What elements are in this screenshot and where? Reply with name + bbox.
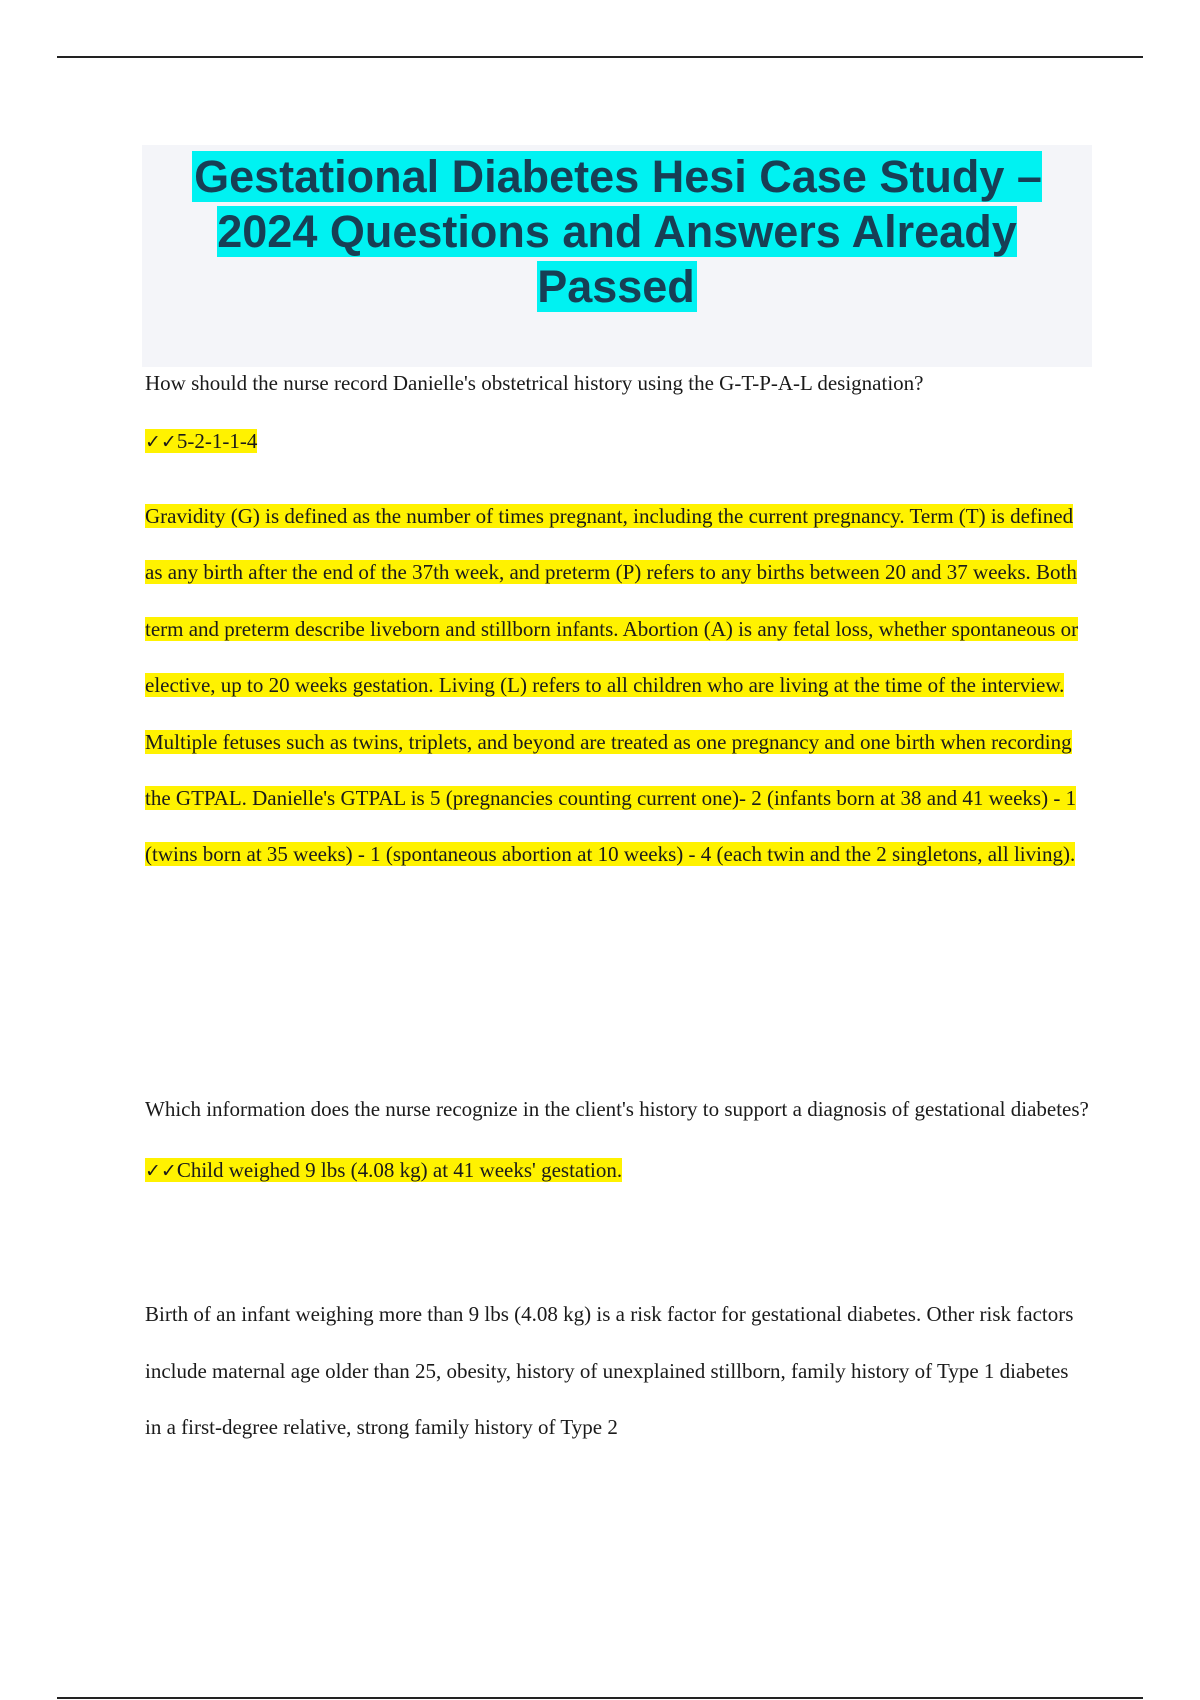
question-2-text: Which information does the nurse recognize in the client's history to support a diagnosis of gestational diabetes? xyxy=(145,1097,1089,1121)
explanation-1-text: Gravidity (G) is defined as the number of times pregnant, including the current pregnancy. Term (T) is defined as any birth after the end of the 37th week, and preterm (P) refers to any births between 20 and 37 weeks. Both term and preterm describe liveborn and stillborn infants. Abortion (A) is any fetal loss, whether spontaneous or elective, up to 20 weeks gestation. Living (L) refers to all children who are living at the time of the interview. Multiple fetuses such as twins, triplets, and beyond are treated as one pregnancy and one birth when recording the GTPAL. Danielle's GTPAL is 5 (pregnancies counting current one)- 2 (infants born at 38 and 41 weeks) - 1 (twins born at 35 weeks) - 1 (spontaneous abortion at 10 weeks) - 4 (each twin and the 2 singletons, all living). xyxy=(145,504,1079,867)
check-mark-icon: ✓✓ xyxy=(145,431,177,453)
question-1: How should the nurse record Danielle's obstetrical history using the G-T-P-A-L designation? xyxy=(145,371,924,395)
title-block xyxy=(142,145,1092,367)
answer-2-text: Child weighed 9 lbs (4.08 kg) at 41 weeks' gestation. xyxy=(176,1158,623,1182)
bottom-rule xyxy=(57,1697,1143,1699)
document-title: Gestational Diabetes Hesi Case Study – 2024 Questions and Answers Already Passed xyxy=(194,151,1042,312)
check-mark-icon: ✓✓ xyxy=(145,1160,177,1182)
question-2 xyxy=(145,1079,1090,1202)
answer-1 xyxy=(145,426,1090,457)
explanation-1 xyxy=(145,488,1090,883)
top-rule xyxy=(57,56,1143,58)
explanation-2: Birth of an infant weighing more than 9 lbs (4.08 kg) is a risk factor for gestational diabetes. Other risk factors include maternal age older than 25, obesity, history of unexplained stillborn, family history of Type 1 diabetes in a first-degree relative, strong family history of Type 2 xyxy=(145,1302,1074,1439)
answer-1-text: 5-2-1-1-4 xyxy=(176,429,258,453)
